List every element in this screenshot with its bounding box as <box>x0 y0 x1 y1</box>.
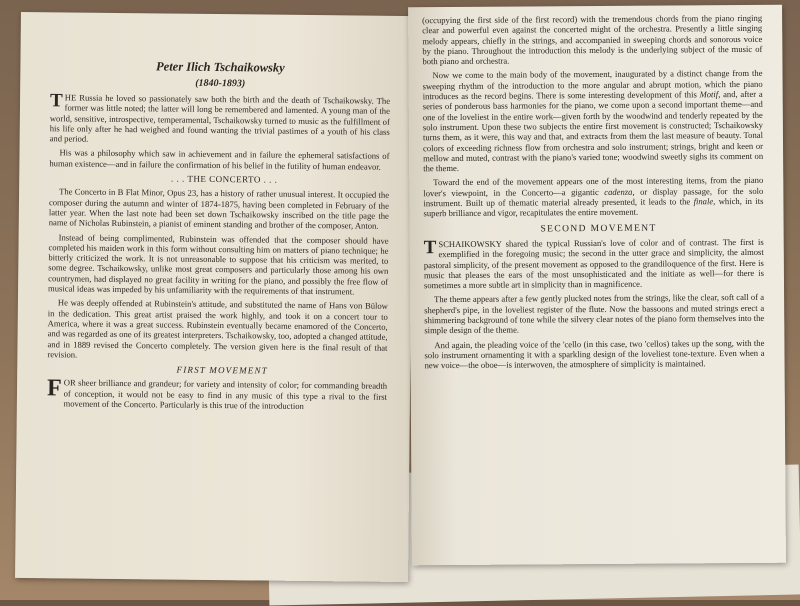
intro-paragraph-1: THE Russia he loved so passionately saw both the birth and the death of Tschaikowsky. The former was little noted; the latter will long be remembered and lamented. A young man of the world, sensitive, introspective, temperamental, Tschaikowsky turned to music as the fulfillment of his life only after he had weighed and found wanting the trivial pastimes of a youth of his class and period. <box>49 90 391 144</box>
continued-paragraph-3: Toward the end of the movement appears one of the most interesting items, from the piano lover's viewpoint, in the Concerto—a gigantic cadenza, or display passage, for the solo instrument. Built up of thematic material already presented, it leads to the finale, which, in its superb brilliance and vigor, recapitulates the entire movement. <box>423 175 764 219</box>
concerto-heading: . . . THE CONCERTO . . . <box>170 173 278 185</box>
second-movement-paragraph-3: And again, the pleading voice of the 'cello (in this case, two 'cellos) takes up the song, with the solo instrument ornamenting it with a sparkling design of the loveliest tone-texture. Even when a new voice—the oboe—is interwoven, the atmosphere of simplicity is maintained. <box>424 337 765 371</box>
continued-paragraph-2: Now we come to the main body of the movement, inaugurated by a distinct change from the sweeping rhythm of the introduction to the more angular and abrupt motion, which the piano introduces as the record begins. There is some interesting development of this Motif, and, after a series of ponderous bass harmonies for the piano, we come upon a second important theme—and one of the loveliest in the entire work—given forth by the woodwind and tenderly repeated by the solo instrument. Upon these two subjects the entire first movement is constructed; Tschaikowsky turns them, as it were, this way and that, and extracts from them the last measure of beauty. Tonal colors of exceeding richness flow from orchestra and solo instrument; strings, bright and keen or mellow and muted, contrast with the piano's varied tone; woodwind sweetly sighs its comment on the theme. <box>422 68 764 174</box>
second-movement-paragraph-2: The theme appears after a few gently plucked notes from the strings, like the clear, soft call of a shepherd's pipe, in the loveliest register of the flute. Now the bassoons and muted strings erect a shimmering background of tone while the silvery clear notes of the piano form themselves into the simple design of the theme. <box>424 292 765 336</box>
concerto-paragraph-1: The Concerto in B Flat Minor, Opus 23, has a history of rather unusual interest. It occupied the composer during the autumn and winter of 1874-1875, having been completed in February of the latter year. When the last note had been set down Tschaikowsky inscribed on the title page the name of Nicholas Rubinstein, a pianist of eminent standing and brother of the composer, Anton. <box>48 186 390 231</box>
drop-cap: T <box>423 237 437 259</box>
first-movement-paragraph: FOR sheer brilliance and grandeur; for variety and intensity of color; for commanding breadth of conception, it would not be easy to find in any music of this type a rival to the first movement of the Concerto. Particularly is this true of the introduction <box>46 375 388 411</box>
concerto-paragraph-2: Instead of being complimented, Rubinstein was offended that the composer should have completed his maiden work in this form without consulting him on matters of piano technique; he bitterly criticized the work. It is not unreasonable to suppose that his criticism was merited, to some degree. Tschaikowsky, unlike most great composers and particularly those among his own countrymen, had displayed no great facility in writing for the piano, and possibly the free flow of musical ideas was impeded by his unfamiliarity with the requirements of that instrument. <box>48 231 389 297</box>
right-column <box>422 13 765 375</box>
drop-cap: F <box>46 375 62 402</box>
left-page <box>15 12 414 582</box>
second-movement-paragraph-1: TSCHAIKOWSKY shared the typical Russian's love of color and of contrast. The first is exemplified in the foregoing music; the second in the utter grace and simplicity, the almost pastoral simplicity, of the present movement as opposed to the grandiloquence of the first. Here is music that pleases the ears of the most unsophisticated and the initiate as well—for there is sometimes a more subtle art in simplicity than in magnificence. <box>423 236 764 291</box>
continued-paragraph-1: (occupying the first side of the first record) with the tremendous chords from the piano ringing clear and powerful even against the concerted might of the orchestra. Presently a little singing melody appears, chiefly in the strings, and accompanied in sweeping chords and sonorous voice by the piano. Throughout the introduction this melody is the underlying subject of the music of both piano and orchestra. <box>422 12 763 67</box>
page-title: Peter Ilich Tschaikowsky <box>155 59 285 75</box>
intro-paragraph-2: His was a philosophy which saw in achievement and in failure the ephemeral satisfactions of human existence—and in failure the confirmation of his belief in the futility of human endeavor. <box>49 147 390 172</box>
left-column <box>47 58 391 416</box>
concerto-paragraph-3: He was deeply offended at Rubinstein's attitude, and substituted the name of Hans von Bülow in the dedication. This great artist praised the work highly, and took it on a concert tour to America, where it was a great success. Rubinstein eventually became enamored of the Concerto, and was regarded as one of its greatest interpreters. Tschaikowsky, too, adopted a changed attitude, and in 1889 revised the Concerto completely. The version given here is the final result of that revision. <box>47 297 388 360</box>
drop-cap: T <box>49 90 63 112</box>
second-movement-heading: SECOND MOVEMENT <box>540 223 657 235</box>
first-movement-heading: FIRST MOVEMENT <box>176 364 268 376</box>
right-page <box>408 5 786 566</box>
composer-dates: (1840-1893) <box>195 77 246 90</box>
